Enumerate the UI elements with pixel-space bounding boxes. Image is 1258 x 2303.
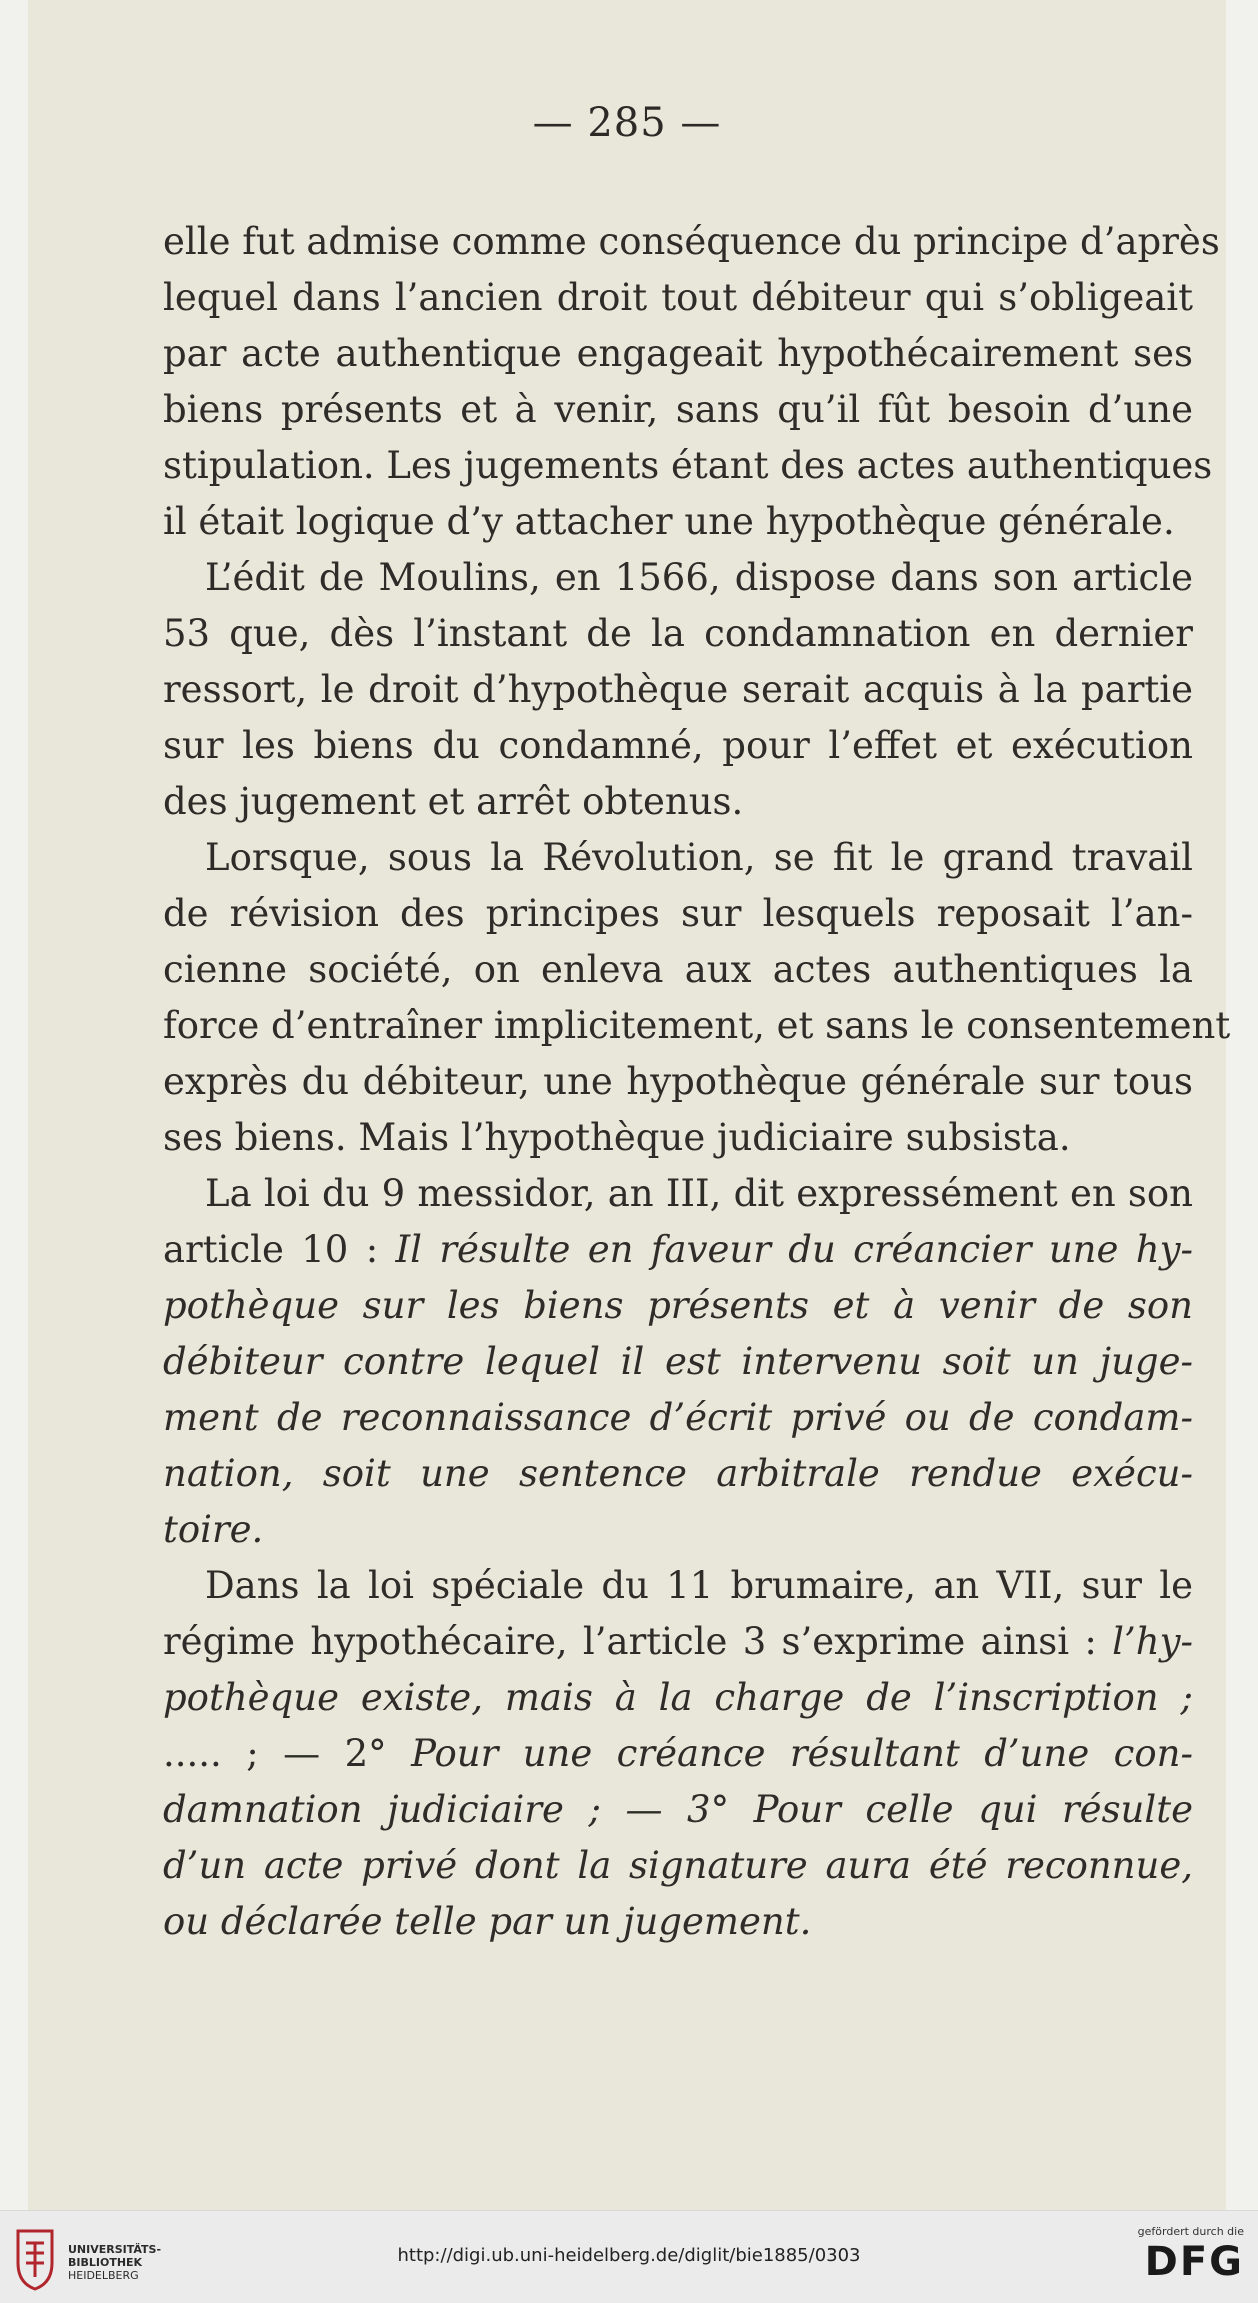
text-line: des jugement et arrêt obtenus. — [163, 780, 744, 823]
text-line: débiteur contre lequel il est intervenu soit un juge- — [163, 1340, 1193, 1383]
text-line: nation, soit une sentence arbitrale rendue exécu- — [163, 1452, 1193, 1495]
text-line — [163, 1726, 1193, 1782]
text-line: sur les biens du condamné, pour l’effet et exécution — [163, 724, 1193, 767]
text-line: elle fut admise comme conséquence du principe d’après — [163, 220, 1220, 263]
text-run: régime hypothécaire, l’article 3 s’exprime ainsi : — [163, 1620, 1113, 1663]
text-line: damnation judiciaire ; — 3° Pour celle qui résulte — [163, 1788, 1193, 1831]
text-line: pothèque sur les biens présents et à venir de son — [163, 1284, 1193, 1327]
library-name-line: BIBLIOTHEK — [68, 2256, 143, 2269]
funder-logo[interactable] — [1104, 2225, 1244, 2285]
text-line: Dans la loi spéciale du 11 brumaire, an VII, sur le — [205, 1564, 1193, 1607]
text-line: ment de reconnaissance d’écrit privé ou de condam- — [163, 1396, 1193, 1439]
text-line: ses biens. Mais l’hypothèque judiciaire subsista. — [163, 1116, 1071, 1159]
text-line: il était logique d’y attacher une hypothèque générale. — [163, 500, 1175, 543]
text-line: biens présents et à venir, sans qu’il fût besoin d’une — [163, 388, 1193, 431]
text-line: pothèque existe, mais à la charge de l’inscription ; — [163, 1676, 1193, 1719]
funder-note: gefördert durch die — [1137, 2225, 1244, 2238]
text-line: force d’entraîner implicitement, et sans le consentement — [163, 1004, 1231, 1047]
footer-bar — [0, 2210, 1258, 2303]
text-line — [163, 1614, 1193, 1670]
text-line: stipulation. Les jugements étant des actes authentiques — [163, 444, 1213, 487]
text-line: d’un acte privé dont la signature aura été reconnue, — [163, 1844, 1193, 1887]
text-run: ..... ; — 2° — [163, 1732, 412, 1775]
library-name-line: HEIDELBERG — [68, 2269, 139, 2282]
body-text — [163, 214, 1231, 1950]
library-name-line: UNIVERSITÄTS- — [68, 2243, 162, 2256]
italic-run: Pour une créance résultant d’une con- — [411, 1732, 1193, 1775]
text-line: Lorsque, sous la Révolution, se fit le grand travail — [205, 836, 1193, 879]
text-line: ou déclarée telle par un jugement. — [163, 1900, 812, 1943]
text-line: de révision des principes sur lesquels reposait l’an- — [163, 892, 1193, 935]
text-line: par acte authentique engageait hypothécairement ses — [163, 332, 1193, 375]
dfg-logo: DFG — [1144, 2239, 1244, 2285]
text-line — [163, 1222, 1193, 1278]
page-number: — 285 — — [532, 100, 722, 146]
permalink-url[interactable]: http://digi.ub.uni-heidelberg.de/diglit/bie1885/0303 — [397, 2245, 861, 2266]
scanned-page — [28, 0, 1231, 2210]
text-line: toire. — [163, 1508, 264, 1551]
text-line: La loi du 9 messidor, an III, dit expressément en son — [205, 1172, 1193, 1215]
italic-run: l’hy- — [1112, 1620, 1193, 1663]
text-run: article 10 : — [163, 1228, 396, 1271]
text-line: 53 que, dès l’instant de la condamnation en dernier — [163, 612, 1193, 655]
text-line: L’édit de Moulins, en 1566, dispose dans son article — [205, 556, 1193, 599]
text-line: ressort, le droit d’hypothèque serait acquis à la partie — [163, 668, 1193, 711]
text-line: exprès du débiteur, une hypothèque générale sur tous — [163, 1060, 1193, 1103]
italic-run: Il résulte en faveur du créancier une hy- — [395, 1228, 1193, 1271]
text-line: cienne société, on enleva aux actes authentiques la — [163, 948, 1193, 991]
text-line: lequel dans l’ancien droit tout débiteur qui s’obligeait — [163, 276, 1193, 319]
